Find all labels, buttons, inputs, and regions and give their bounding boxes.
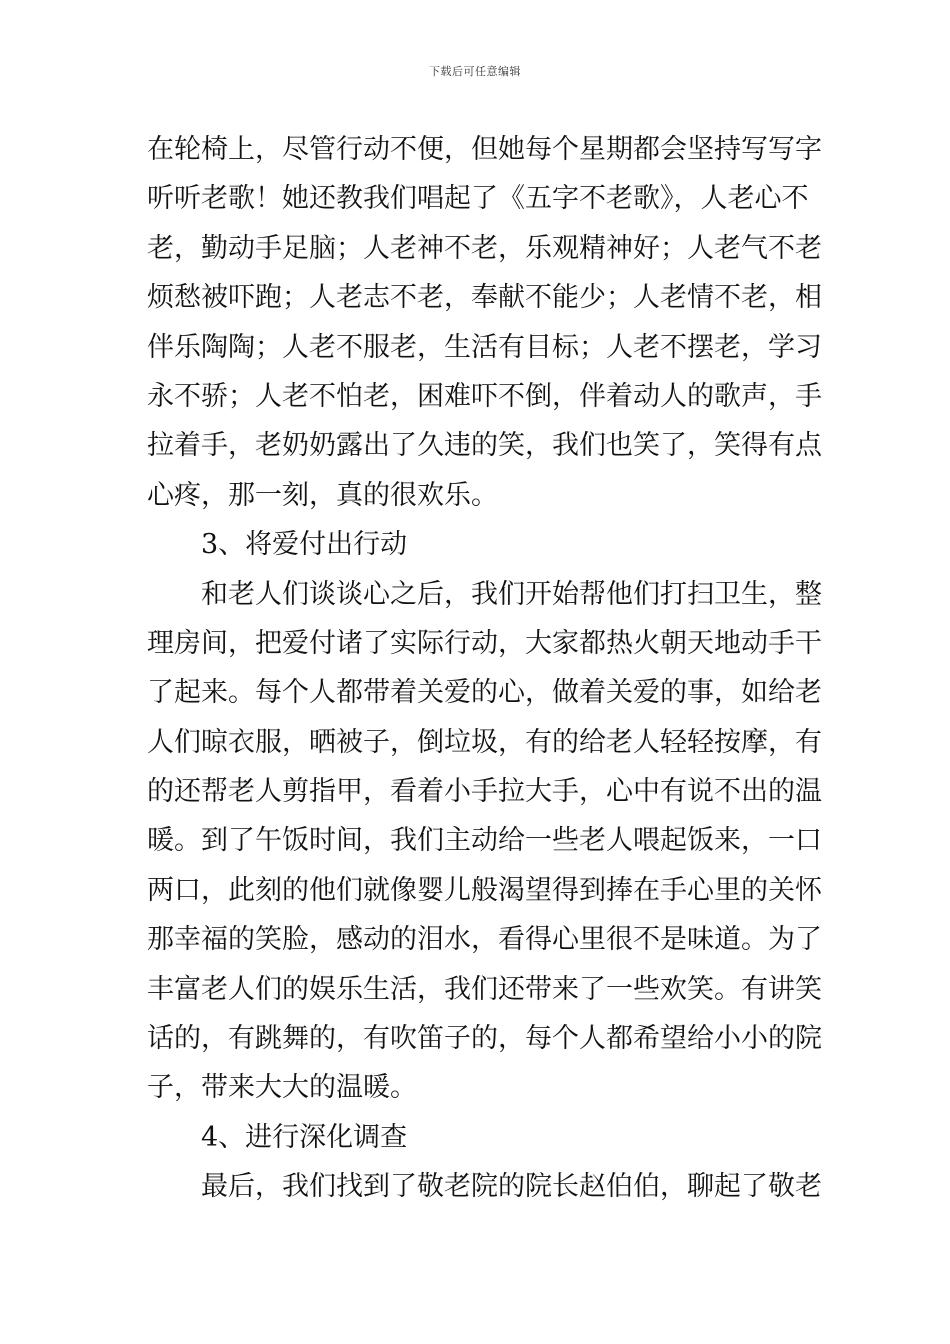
text-line: 那幸福的笑脸，感动的泪水，看得心里很不是味道。为了 xyxy=(147,924,822,956)
text-line: 和老人们谈谈心之后，我们开始帮他们打扫卫生，整 xyxy=(201,578,822,610)
text-line: 暖。到了午饭时间，我们主动给一些老人喂起饭来，一口 xyxy=(147,825,822,857)
text-line: 烦愁被吓跑；人老志不老，奉献不能少；人老情不老，相 xyxy=(147,282,822,314)
text-line: 丰富老人们的娱乐生活，我们还带来了一些欢笑。有讲笑 xyxy=(147,973,822,1005)
text-line: 伴乐陶陶；人老不服老，生活有目标；人老不摆老，学习 xyxy=(147,331,822,363)
text-line: 两口，此刻的他们就像婴儿般渴望得到捧在手心里的关怀 xyxy=(147,874,822,906)
text-line: 的还帮老人剪指甲，看着小手拉大手，心中有说不出的温 xyxy=(147,776,822,808)
text-line: 心疼，那一刻，真的很欢乐。 xyxy=(147,479,498,511)
text-line: 听听老歌！她还教我们唱起了《五字不老歌》，人老心不 xyxy=(147,183,809,215)
text-line: 话的，有跳舞的，有吹笛子的，每个人都希望给小小的院 xyxy=(147,1023,822,1055)
text-line: 在轮椅上，尽管行动不便，但她每个星期都会坚持写写字 xyxy=(147,134,822,165)
text-line: 了起来。每个人都带着关爱的心，做着关爱的事，如给老 xyxy=(147,677,822,709)
text-line: 最后，我们找到了敬老院的院长赵伯伯，聊起了敬老 xyxy=(201,1171,822,1203)
section-heading: 3、将爱付出行动 xyxy=(201,529,408,561)
text-line: 理房间，把爱付诸了实际行动，大家都热火朝天地动手干 xyxy=(147,627,822,659)
page-header: 下载后可任意编辑 xyxy=(429,65,521,78)
text-line: 子，带来大大的温暖。 xyxy=(147,1072,417,1104)
document-body xyxy=(147,125,822,1212)
section-heading: 4、进行深化调查 xyxy=(201,1121,408,1153)
text-line: 拉着手，老奶奶露出了久违的笑，我们也笑了，笑得有点 xyxy=(147,430,822,462)
text-line: 人们晾衣服，晒被子，倒垃圾，有的给老人轻轻按摩，有 xyxy=(147,726,822,758)
text-line: 永不骄；人老不怕老，困难吓不倒，伴着动人的歌声，手 xyxy=(147,380,822,412)
text-line: 老，勤动手足脑；人老神不老，乐观精神好；人老气不老 xyxy=(147,232,822,264)
